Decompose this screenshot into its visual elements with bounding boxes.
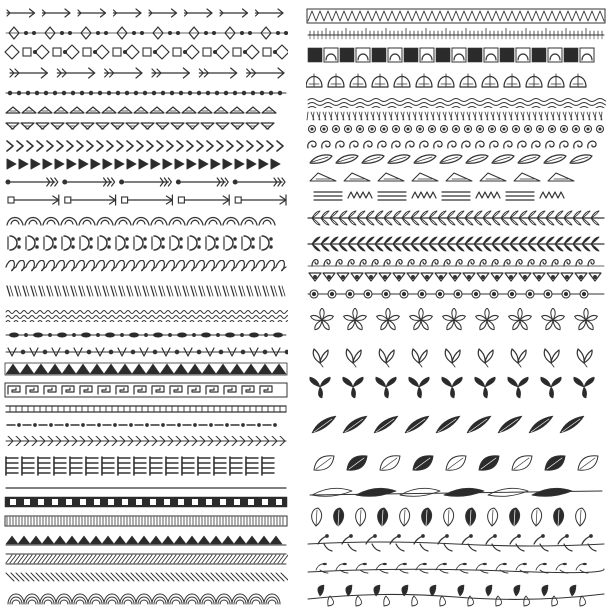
spiral-icon [4,382,288,398]
bead-icon [4,330,288,340]
dash-dot-border [4,420,288,430]
zigzag-icon [306,8,606,24]
triangle-icon [4,362,288,376]
scallop-border [4,212,288,228]
diamond-box-icon [4,44,288,60]
arrow-icon [4,66,288,80]
block-icon [306,46,606,64]
double-wave-border [306,96,606,108]
branch-icon [306,534,606,554]
block-pattern-border [306,46,606,64]
scallop-icon [4,212,288,228]
hatched-bar-border [4,514,288,528]
stripe-zigzag-border [306,188,606,202]
arrowhead-icon [4,158,288,170]
ladder-icon [4,402,288,416]
feather-arrow-border [4,193,288,207]
half-circle-icon [4,234,288,252]
diamond-box-border [4,44,288,60]
hatched-strip-border [306,110,606,122]
dot-line-border [4,88,288,98]
hatch-icon [4,552,288,566]
spiral-icon [306,124,606,134]
fern-border [306,210,606,226]
dark-blade-border [306,412,606,438]
leaf-icon [306,374,606,400]
leaf-shield-border [306,70,606,90]
arrow-icon [4,193,288,207]
branch-border [306,534,606,554]
diagonal-band-border [4,570,288,584]
slanted-leaf-border [306,152,606,166]
tribal-stripe-border [306,8,606,24]
bead-line-border [4,330,288,340]
diamond-dot-border [4,26,288,40]
hatch-icon [4,514,288,528]
bar-stripe-border [4,454,288,478]
circle-icon [306,288,606,300]
long-arrow-border [4,66,288,80]
fern-icon [306,236,606,252]
hatch-icon [306,110,606,122]
swirl-border [306,140,606,150]
leaf-icon [306,484,606,502]
arrow-border-1 [4,6,288,20]
arrow-icon [4,6,288,20]
dark-oval-leaf-border [306,450,606,476]
dash-icon [4,420,288,430]
loop-border [4,260,288,274]
arc-band-border [4,590,288,606]
hatched-band-border [4,552,288,566]
triangle-icon [4,534,288,546]
wedge-border [306,170,606,184]
arc-icon [4,590,288,606]
v-dot-border [4,346,288,358]
swirl-icon [306,140,606,150]
arrow-icon [4,176,288,188]
leaf-pod-border [306,506,606,528]
leaf-icon [306,346,606,368]
squiggle-border [4,283,288,299]
left-border-column [4,0,296,612]
dotted-arrow-border [4,176,288,188]
triangle-icon [4,120,288,132]
leaf-icon [306,412,606,438]
dot-triangle-border [306,270,606,284]
branch-icon [306,560,606,580]
dot-icon [4,88,288,98]
dark-fern-border [306,236,606,252]
long-leaf-border [306,484,606,502]
flower-icon [306,308,606,332]
loop-icon [4,260,288,274]
leaf-icon [306,70,606,90]
curl-border [306,258,606,268]
triangle-icon [4,104,288,116]
herringbone-border [4,436,288,446]
hatch-icon [4,570,288,584]
dark-leaf-border [306,374,606,400]
twig-border [306,560,606,580]
leaf-sprig-border [306,346,606,368]
half-circle-border [4,234,288,252]
wave-bar-border [4,308,288,322]
leaf-icon [306,506,606,528]
tick-icon [306,28,606,42]
triangle-stripe-border [4,104,288,116]
square-icon [4,496,288,508]
zigzag-icon [4,484,288,492]
hatched-triangle-border [4,120,288,132]
curl-icon [306,258,606,268]
leaf-icon [306,152,606,166]
ladder-border [4,402,288,416]
wedge-icon [306,170,606,184]
v-icon [4,346,288,358]
herringbone-icon [4,436,288,446]
filled-arrowhead-border [4,158,288,170]
wave-icon [4,308,288,322]
leaf-icon [306,450,606,476]
greek-key-border [4,382,288,398]
triangle-band-border [4,534,288,546]
block-triangle-border [4,362,288,376]
zigzag-icon [306,188,606,202]
ruler-border [306,28,606,42]
zigzag-border [4,484,288,492]
circle-chain-border [306,288,606,300]
squiggle-icon [4,283,288,299]
right-border-column [306,0,608,612]
vine-border [306,584,606,608]
chevron-icon [4,140,288,152]
chevron-border [4,140,288,152]
fern-icon [306,210,606,226]
vine-icon [306,584,606,608]
filled-square-border [4,496,288,508]
wave-icon [306,96,606,108]
diamond-icon [4,26,288,40]
bar-icon [4,454,288,478]
triangle-icon [306,270,606,284]
spiral-dot-border [306,124,606,134]
star-flower-border [306,308,606,332]
